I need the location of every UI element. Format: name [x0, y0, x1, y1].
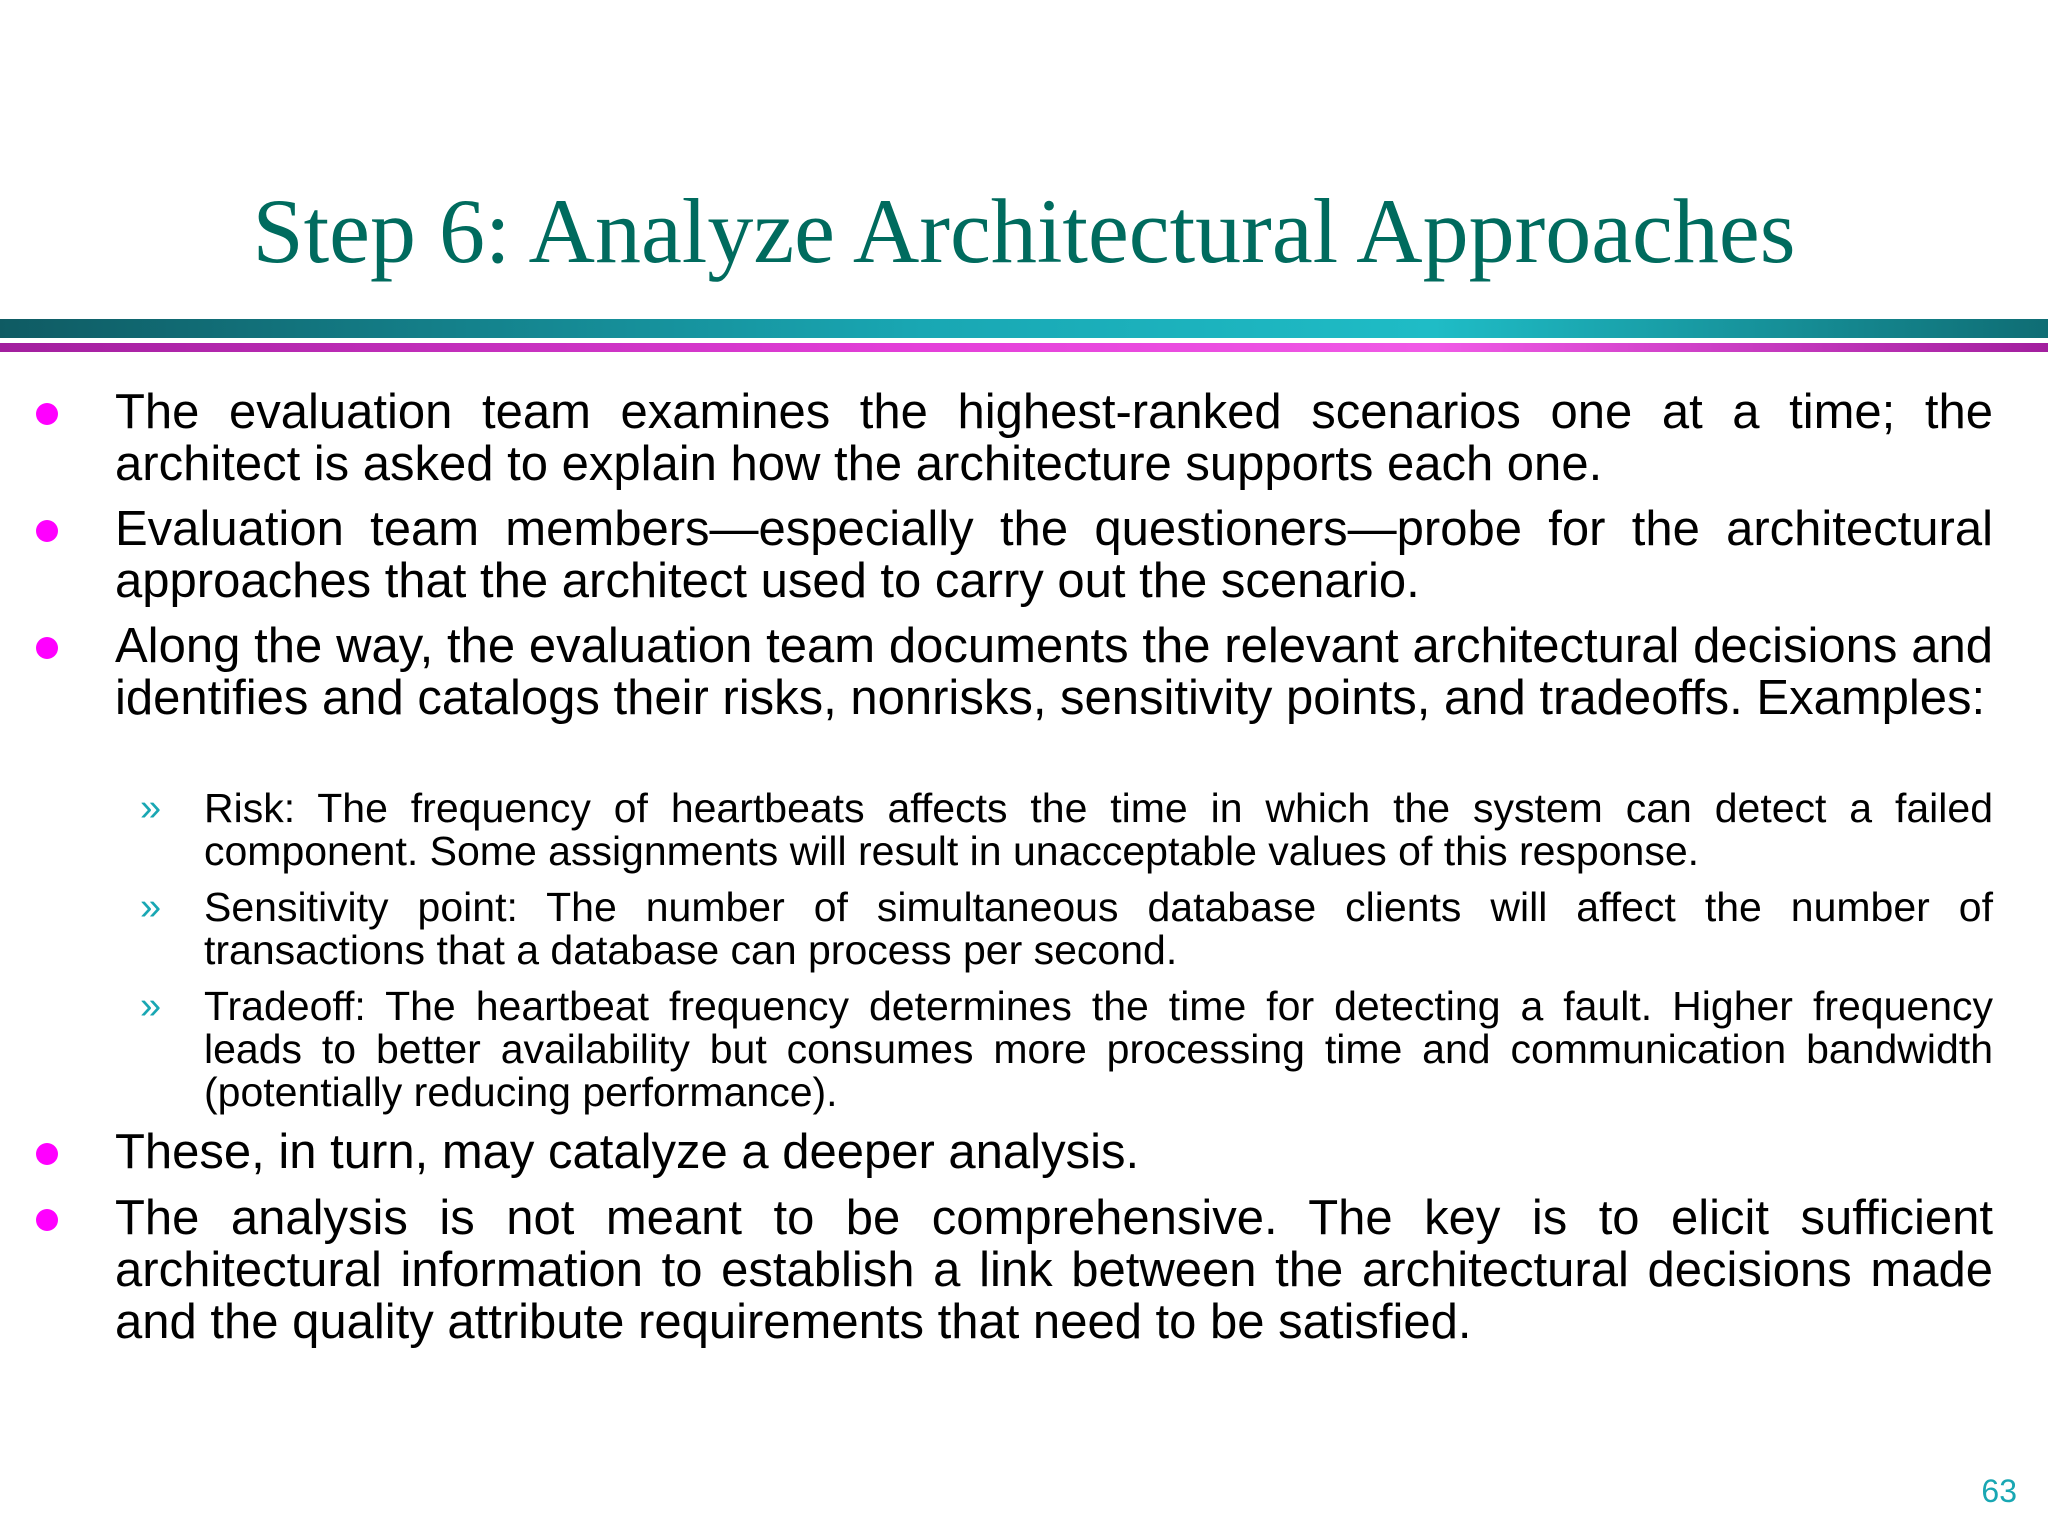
- bullet-text: The analysis is not meant to be comprehensive. The key is to elicit sufficient architectural information to establish a link between the architectural decisions made and the quality attribute requirements that need to be satisfied.: [115, 1191, 1993, 1349]
- bullet-dot-icon: [36, 403, 58, 425]
- sub-bullet-text: Risk: The frequency of heartbeats affects the time in which the system can detect a failed component. Some assignments will result in unacceptable values of this response.: [204, 785, 1993, 874]
- chevron-double-right-icon: »: [140, 886, 162, 928]
- bullet-item: [115, 1126, 1993, 1178]
- page-number: 63: [1981, 1473, 2017, 1509]
- chevron-double-right-icon: »: [140, 787, 162, 829]
- bullet-dot-icon: [36, 1143, 58, 1165]
- sub-bullet-item: [140, 884, 1993, 973]
- sub-bullet-text: Sensitivity point: The number of simultaneous database clients will affect the number of transactions that a database can process per second.: [204, 884, 1993, 973]
- bullet-item: [115, 1192, 1993, 1348]
- bullet-item: [115, 386, 1993, 490]
- bullet-text: The evaluation team examines the highest-ranked scenarios one at a time; the architect is asked to explain how the architecture supports each one.: [115, 385, 1993, 491]
- bullet-dot-icon: [36, 520, 58, 542]
- bullet-text: These, in turn, may catalyze a deeper analysis.: [115, 1125, 1140, 1179]
- bullet-dot-icon: [36, 1209, 58, 1231]
- sub-bullet-item: [140, 983, 1993, 1115]
- bullet-item: [115, 620, 1993, 724]
- bullet-dot-icon: [36, 637, 58, 659]
- slide-title: Step 6: Analyze Architectural Approaches: [252, 180, 1796, 282]
- bullet-item: [115, 503, 1993, 607]
- sub-bullet-item: [140, 785, 1993, 874]
- chevron-double-right-icon: »: [140, 985, 162, 1027]
- bullet-text: Evaluation team members—especially the questioners—probe for the architectural approaches that the architect used to carry out the scenario.: [115, 502, 1993, 608]
- bullet-text: Along the way, the evaluation team documents the relevant architectural decisions and identifies and catalogs their risks, nonrisks, sensitivity points, and tradeoffs. Examples:: [115, 619, 1993, 725]
- sub-bullet-text: Tradeoff: The heartbeat frequency determines the time for detecting a fault. Higher frequency leads to better availability but consumes more processing time and communication bandwidth (potentially reducing performance).: [204, 983, 1993, 1115]
